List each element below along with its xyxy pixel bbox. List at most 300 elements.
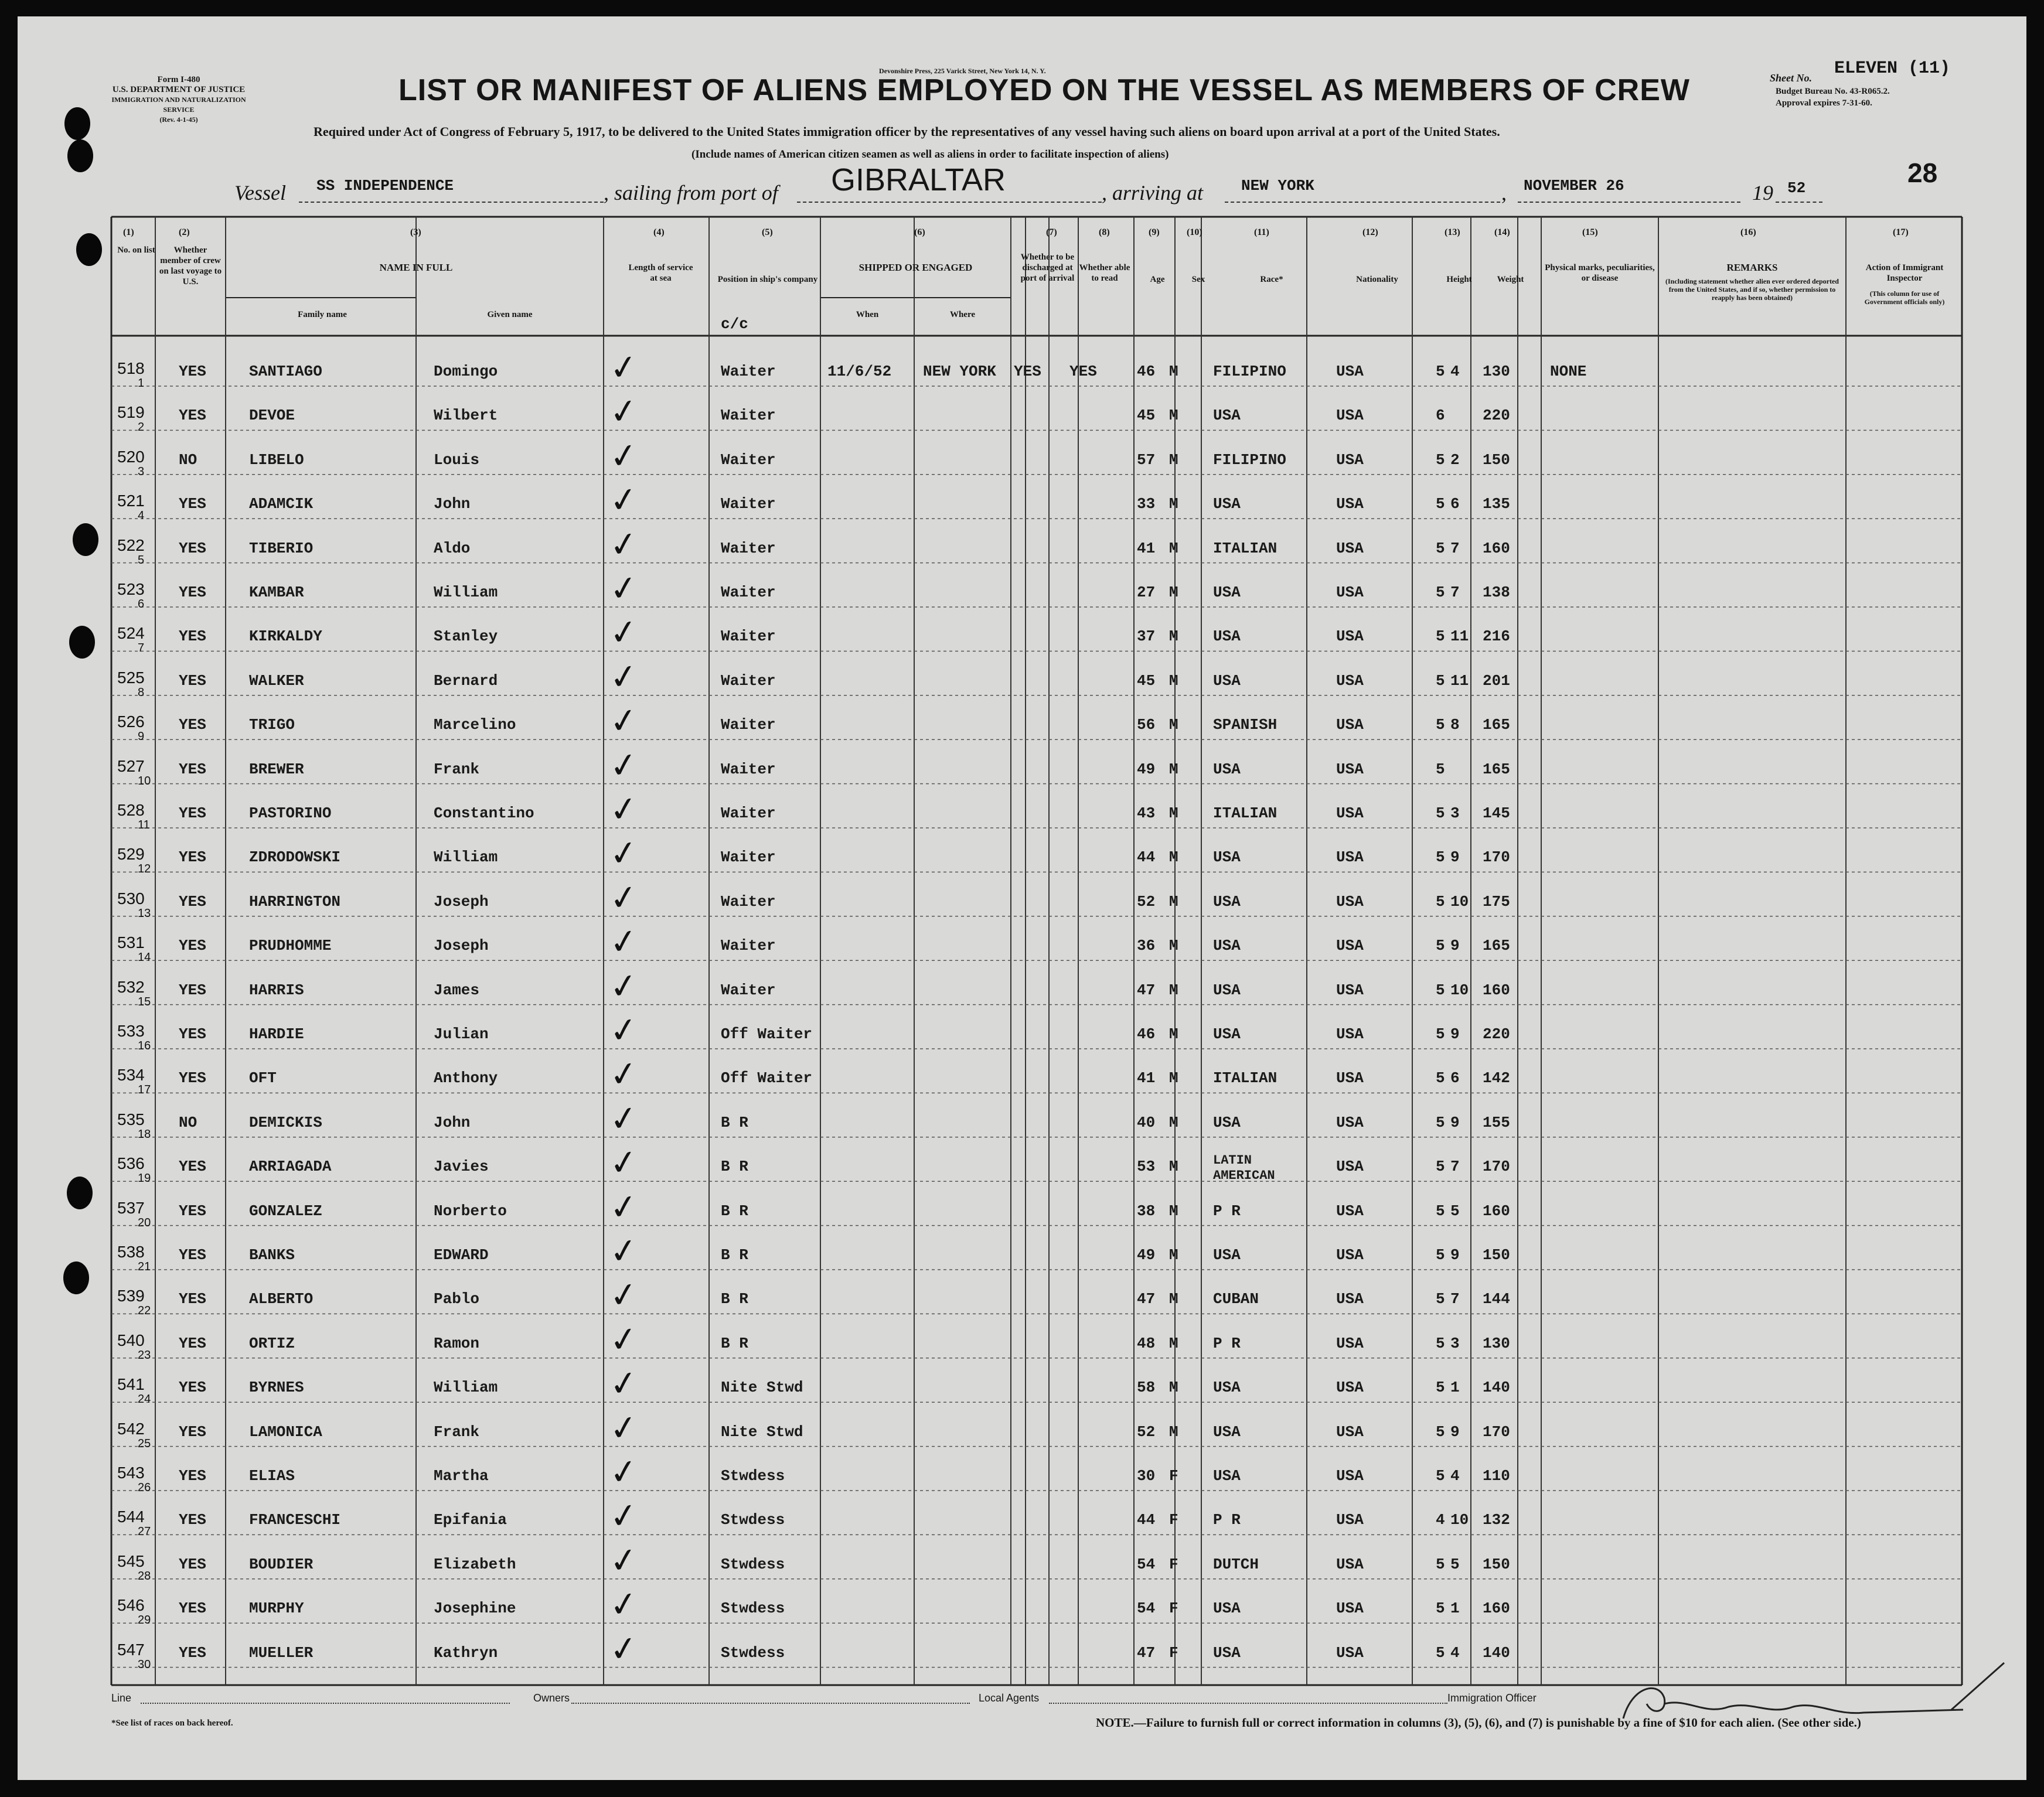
list-number: 543 <box>117 1464 145 1482</box>
position: B R <box>721 1202 748 1220</box>
height-feet: 5 <box>1436 1202 1445 1220</box>
position: Waiter <box>721 937 776 955</box>
given-name: Domingo <box>434 363 498 380</box>
position: Waiter <box>721 584 776 601</box>
family-name: BOUDIER <box>249 1555 314 1573</box>
nationality: USA <box>1336 1025 1364 1043</box>
family-name: HARDIE <box>249 1025 304 1043</box>
nationality: USA <box>1336 804 1364 822</box>
col-13-label: Height <box>1446 275 1472 284</box>
race: USA <box>1213 1423 1241 1441</box>
last-voyage: YES <box>179 1379 206 1397</box>
given-name: Norberto <box>434 1202 507 1220</box>
list-number: 526 <box>117 712 145 731</box>
family-name: MURPHY <box>249 1600 304 1618</box>
last-voyage: NO <box>179 1113 197 1131</box>
col-13-number: (13) <box>1445 227 1460 237</box>
height-feet: 5 <box>1436 363 1445 380</box>
given-name: Ramon <box>434 1334 480 1352</box>
nationality: USA <box>1336 584 1364 601</box>
height-feet: 5 <box>1436 1069 1445 1087</box>
height-feet: 5 <box>1436 937 1445 955</box>
col-11-label: Race* <box>1260 275 1283 284</box>
weight: 142 <box>1483 1069 1510 1087</box>
position: Waiter <box>721 716 776 734</box>
col-17-label: Action of Immigrant Inspector <box>1865 263 1944 283</box>
position: Stwdess <box>721 1643 785 1662</box>
col-9-label: Age <box>1150 275 1165 284</box>
given-name: Bernard <box>434 671 498 690</box>
sex: M <box>1169 981 1178 999</box>
list-number: 536 <box>117 1154 145 1173</box>
service-checkmark: ✓ <box>607 1626 641 1670</box>
nationality: USA <box>1336 671 1364 690</box>
agency-name: U.S. DEPARTMENT OF JUSTICE <box>112 85 246 94</box>
race: USA <box>1213 1246 1241 1264</box>
col-11-number: (11) <box>1254 227 1269 237</box>
nationality: USA <box>1336 1246 1364 1264</box>
weight: 220 <box>1483 1025 1510 1043</box>
line-number: 25 <box>138 1437 151 1450</box>
service-checkmark: ✓ <box>607 699 641 743</box>
col-14-number: (14) <box>1494 227 1510 237</box>
list-number: 522 <box>117 536 145 554</box>
family-name: MUELLER <box>249 1643 314 1662</box>
sex: M <box>1169 407 1178 425</box>
service-checkmark: ✓ <box>607 743 641 787</box>
height-inches: 10 <box>1450 1511 1469 1529</box>
service-checkmark: ✓ <box>607 1538 641 1582</box>
sex: M <box>1169 716 1178 734</box>
age: 40 <box>1137 1113 1156 1131</box>
age: 38 <box>1137 1202 1156 1220</box>
line-number: 17 <box>138 1083 151 1097</box>
list-number: 541 <box>117 1375 145 1394</box>
position: B R <box>721 1113 748 1131</box>
height-feet: 5 <box>1436 981 1445 999</box>
line-number: 23 <box>138 1348 151 1362</box>
height-feet: 5 <box>1436 584 1445 601</box>
family-name: BREWER <box>249 760 304 778</box>
race: USA <box>1213 671 1241 690</box>
sex: F <box>1169 1600 1178 1618</box>
given-name: William <box>434 584 498 601</box>
age: 45 <box>1137 671 1156 690</box>
subtitle-note: (Include names of American citizen seamen as well as aliens in order to facilitate inspection of aliens) <box>691 148 1169 161</box>
list-number: 544 <box>117 1508 145 1526</box>
last-voyage: YES <box>179 1290 206 1308</box>
family-name: ZDRODOWSKI <box>249 848 341 867</box>
height-feet: 5 <box>1436 671 1445 690</box>
position: Nite Stwd <box>721 1423 803 1441</box>
position: Waiter <box>721 628 776 646</box>
given-name: Frank <box>434 1423 480 1441</box>
footer-line-label: Line <box>111 1692 132 1704</box>
inspector-signature <box>1623 1663 2004 1718</box>
race: P R <box>1213 1511 1241 1529</box>
weight: 160 <box>1483 1202 1510 1220</box>
given-name: Epifania <box>434 1511 507 1529</box>
service-checkmark: ✓ <box>607 875 641 919</box>
printer-line: Devonshire Press, 225 Varick Street, New York 14, N. Y. <box>879 67 1046 75</box>
given-name: Frank <box>434 760 480 778</box>
sheet-label: Sheet No. <box>1770 72 1812 84</box>
given-name: William <box>434 848 498 867</box>
list-number: 547 <box>117 1640 145 1659</box>
line-number: 16 <box>138 1039 151 1052</box>
shipped-when: 11/6/52 <box>827 363 892 380</box>
family-name: FRANCESCHI <box>249 1511 341 1529</box>
weight: 150 <box>1483 1555 1510 1573</box>
service-checkmark: ✓ <box>607 522 641 566</box>
given-name: Javies <box>434 1158 489 1176</box>
position: Waiter <box>721 804 776 822</box>
last-voyage: YES <box>179 716 206 734</box>
height-feet: 4 <box>1436 1511 1445 1529</box>
vessel-label: Vessel <box>234 181 286 204</box>
height-feet: 6 <box>1436 407 1445 425</box>
age: 46 <box>1137 1025 1156 1043</box>
weight: 145 <box>1483 804 1510 822</box>
line-number: 30 <box>138 1658 151 1671</box>
sex: M <box>1169 1290 1178 1308</box>
weight: 138 <box>1483 584 1510 601</box>
last-voyage: YES <box>179 1600 206 1618</box>
year-prefix: 19 <box>1752 181 1773 204</box>
position: Waiter <box>721 363 776 380</box>
sex: F <box>1169 1511 1178 1529</box>
line-number: 2 <box>138 421 145 434</box>
last-voyage: YES <box>179 1467 206 1485</box>
race: USA <box>1213 1113 1241 1131</box>
position: Waiter <box>721 760 776 778</box>
family-name: BANKS <box>249 1246 295 1264</box>
age: 58 <box>1137 1379 1156 1397</box>
service-checkmark: ✓ <box>607 1583 641 1626</box>
line-number: 3 <box>138 465 145 478</box>
age: 33 <box>1137 495 1156 513</box>
arrival-port: NEW YORK <box>1241 177 1314 195</box>
position: Off Waiter <box>721 1069 813 1087</box>
service-checkmark: ✓ <box>607 1052 641 1096</box>
family-name: ADAMCIK <box>249 495 314 513</box>
list-number: 521 <box>117 492 145 510</box>
position: Waiter <box>721 451 776 469</box>
nationality: USA <box>1336 981 1364 999</box>
given-name: John <box>434 1113 471 1131</box>
weight: 160 <box>1483 1600 1510 1618</box>
weight: 130 <box>1483 1334 1510 1352</box>
position: B R <box>721 1334 748 1352</box>
line-number: 8 <box>138 686 145 699</box>
height-inches: 7 <box>1450 1158 1460 1176</box>
list-number: 540 <box>117 1331 145 1349</box>
last-voyage: YES <box>179 1511 206 1529</box>
form-revision: (Rev. 4-1-45) <box>159 115 198 124</box>
age: 30 <box>1137 1467 1156 1485</box>
line-number: 6 <box>138 598 145 611</box>
shipped-when-header: When <box>856 310 879 319</box>
footer-officer-label: Immigration Officer <box>1447 1692 1537 1704</box>
last-voyage: YES <box>179 1158 206 1176</box>
col-2-number: (2) <box>179 227 190 237</box>
sex: M <box>1169 539 1178 557</box>
nationality: USA <box>1336 363 1364 380</box>
nationality: USA <box>1336 1379 1364 1397</box>
list-number: 530 <box>117 889 145 908</box>
last-voyage: YES <box>179 628 206 646</box>
age: 56 <box>1137 716 1156 734</box>
weight: 170 <box>1483 1423 1510 1441</box>
age: 52 <box>1137 892 1156 911</box>
last-voyage: YES <box>179 760 206 778</box>
race: CUBAN <box>1213 1290 1259 1308</box>
given-name: Constantino <box>434 804 534 822</box>
family-name: TIBERIO <box>249 539 314 557</box>
sex: M <box>1169 760 1178 778</box>
sex: M <box>1169 1069 1178 1087</box>
given-name: Martha <box>434 1467 489 1485</box>
vessel-name: SS INDEPENDENCE <box>316 177 454 195</box>
sex: M <box>1169 584 1178 601</box>
nationality: USA <box>1336 1202 1364 1220</box>
height-feet: 5 <box>1436 892 1445 911</box>
last-voyage: YES <box>179 937 206 955</box>
race: USA <box>1213 1600 1241 1618</box>
budget-bureau: Budget Bureau No. 43-R065.2. <box>1776 87 1890 96</box>
col-12-label: Nationality <box>1356 275 1398 284</box>
nationality: USA <box>1336 407 1364 425</box>
sex: F <box>1169 1467 1178 1485</box>
line-number: 21 <box>138 1260 151 1273</box>
height-feet: 5 <box>1436 1113 1445 1131</box>
col-8-number: (8) <box>1099 227 1110 237</box>
col-6-label: SHIPPED OR ENGAGED <box>859 262 973 273</box>
col-1-number: (1) <box>123 227 134 237</box>
nationality: USA <box>1336 760 1364 778</box>
given-name: James <box>434 981 480 999</box>
sex: M <box>1169 1379 1178 1397</box>
given-name: Joseph <box>434 892 489 911</box>
line-number: 29 <box>138 1614 151 1627</box>
height-inches: 5 <box>1450 1202 1460 1220</box>
last-voyage: YES <box>179 363 206 380</box>
page-mark: 28 <box>1907 158 1938 188</box>
last-voyage: YES <box>179 1334 206 1352</box>
last-voyage: YES <box>179 848 206 867</box>
height-inches: 4 <box>1450 1467 1460 1485</box>
approval-expiry: Approval expires 7-31-60. <box>1776 98 1872 108</box>
height-feet: 5 <box>1436 628 1445 646</box>
height-inches: 7 <box>1450 1290 1460 1308</box>
last-voyage: YES <box>179 407 206 425</box>
position: B R <box>721 1246 748 1264</box>
height-feet: 5 <box>1436 1379 1445 1397</box>
height-inches: 4 <box>1450 363 1460 380</box>
given-name: Elizabeth <box>434 1555 516 1573</box>
position: B R <box>721 1158 748 1176</box>
race: P R <box>1213 1202 1241 1220</box>
list-number: 546 <box>117 1596 145 1615</box>
nationality: USA <box>1336 1423 1364 1441</box>
list-number: 523 <box>117 580 145 598</box>
form-number: Form I-480 <box>157 75 200 84</box>
discharged: YES <box>1014 363 1041 380</box>
list-number: 525 <box>117 668 145 687</box>
service-checkmark: ✓ <box>607 831 641 875</box>
height-feet: 5 <box>1436 848 1445 867</box>
col-12-number: (12) <box>1362 227 1378 237</box>
height-feet: 5 <box>1436 760 1445 778</box>
service-checkmark: ✓ <box>607 1450 641 1494</box>
given-name: William <box>434 1379 498 1397</box>
nationality: USA <box>1336 1290 1364 1308</box>
position: Stwdess <box>721 1555 785 1573</box>
agency-service: IMMIGRATION AND NATURALIZATION SERVICE <box>111 96 246 114</box>
weight: 170 <box>1483 848 1510 867</box>
given-name: Wilbert <box>434 407 498 425</box>
sex: M <box>1169 495 1178 513</box>
footer-agents-label: Local Agents <box>979 1692 1040 1704</box>
family-name: TRIGO <box>249 716 295 734</box>
race: USA <box>1213 1379 1241 1397</box>
nationality: USA <box>1336 539 1364 557</box>
height-inches: 10 <box>1450 892 1469 911</box>
last-voyage: YES <box>179 1202 206 1220</box>
service-checkmark: ✓ <box>607 964 641 1008</box>
weight: 165 <box>1483 760 1510 778</box>
col-15-number: (15) <box>1582 227 1598 237</box>
given-name: Kathryn <box>434 1643 498 1662</box>
col-5-number: (5) <box>762 227 773 237</box>
col-4-label: Length of service at sea <box>628 263 693 283</box>
age: 41 <box>1137 1069 1156 1087</box>
height-feet: 5 <box>1436 1334 1445 1352</box>
race: USA <box>1213 937 1241 955</box>
col-6-number: (6) <box>914 227 925 237</box>
race: USA <box>1213 892 1241 911</box>
race: ITALIAN <box>1213 539 1278 557</box>
footer-owners-label: Owners <box>533 1692 570 1704</box>
sex: M <box>1169 1423 1178 1441</box>
col-5-note: c/c <box>721 315 748 333</box>
weight: 150 <box>1483 451 1510 469</box>
sex: M <box>1169 671 1178 690</box>
position: Stwdess <box>721 1467 785 1485</box>
height-inches: 2 <box>1450 451 1460 469</box>
year-value: 52 <box>1787 179 1806 197</box>
family-name: DEMICKIS <box>249 1113 322 1131</box>
nationality: USA <box>1336 892 1364 911</box>
list-number: 532 <box>117 977 145 996</box>
footer-agents-field <box>1049 1703 1447 1704</box>
last-voyage: YES <box>179 584 206 601</box>
list-number: 535 <box>117 1110 145 1128</box>
list-number: 527 <box>117 756 145 775</box>
age: 44 <box>1137 1511 1156 1529</box>
age: 45 <box>1137 407 1156 425</box>
subtitle: Required under Act of Congress of February 5, 1917, to be delivered to the United States immigration officer by the representatives of any vessel having such aliens on board upon arrival at a port of the United States. <box>314 124 1500 139</box>
service-checkmark: ✓ <box>607 434 641 478</box>
service-checkmark: ✓ <box>607 1141 641 1185</box>
height-feet: 5 <box>1436 1555 1445 1573</box>
col-1-label: No. on list <box>117 245 155 255</box>
last-voyage: YES <box>179 892 206 911</box>
position: Nite Stwd <box>721 1379 803 1397</box>
list-number: 533 <box>117 1022 145 1040</box>
nationality: USA <box>1336 848 1364 867</box>
given-name: Louis <box>434 451 480 469</box>
height-inches: 9 <box>1450 1246 1460 1264</box>
col-10-number: (10) <box>1187 227 1202 237</box>
family-name: KIRKALDY <box>249 628 322 646</box>
race: USA <box>1213 1643 1241 1662</box>
col-16-note: (Including statement whether alien ever ordered deported from the United States, and if so, whether permission to reapply has been obtained) <box>1665 277 1839 302</box>
physical-marks: NONE <box>1550 363 1587 380</box>
position: Waiter <box>721 892 776 911</box>
height-feet: 5 <box>1436 495 1445 513</box>
last-voyage: YES <box>179 671 206 690</box>
sex: M <box>1169 937 1178 955</box>
page-title: LIST OR MANIFEST OF ALIENS EMPLOYED ON THE VESSEL AS MEMBERS OF CREW <box>398 73 1690 107</box>
race: USA <box>1213 407 1241 425</box>
col-7-number: (7) <box>1046 227 1057 237</box>
weight: 110 <box>1483 1467 1510 1485</box>
sex: M <box>1169 451 1178 469</box>
race: USA <box>1213 848 1241 867</box>
last-voyage: YES <box>179 1069 206 1087</box>
service-checkmark: ✓ <box>607 1494 641 1538</box>
weight: 132 <box>1483 1511 1510 1529</box>
list-number: 537 <box>117 1198 145 1217</box>
family-name: ALBERTO <box>249 1290 314 1308</box>
race: USA <box>1213 495 1241 513</box>
given-name: Stanley <box>434 628 498 646</box>
sailing-label: , sailing from port of <box>604 181 778 204</box>
sex: M <box>1169 363 1178 380</box>
line-number: 20 <box>138 1216 151 1229</box>
line-number: 13 <box>138 906 151 920</box>
race: FILIPINO <box>1213 363 1286 380</box>
family-name: KAMBAR <box>249 584 304 601</box>
list-number: 520 <box>117 447 145 466</box>
nationality: USA <box>1336 451 1364 469</box>
height-inches: 11 <box>1450 628 1469 646</box>
weight: 165 <box>1483 716 1510 734</box>
nationality: USA <box>1336 1334 1364 1352</box>
nationality: USA <box>1336 1600 1364 1618</box>
age: 49 <box>1137 1246 1156 1264</box>
last-voyage: YES <box>179 981 206 999</box>
list-number: 531 <box>117 933 145 952</box>
race: LATIN AMERICAN <box>1213 1153 1275 1184</box>
age: 57 <box>1137 451 1156 469</box>
sheet-number: ELEVEN (11) <box>1834 59 1951 79</box>
sex: M <box>1169 804 1178 822</box>
service-checkmark: ✓ <box>607 1096 641 1140</box>
weight: 170 <box>1483 1158 1510 1176</box>
last-voyage: YES <box>179 1025 206 1043</box>
position: Waiter <box>721 981 776 999</box>
arrival-date: NOVEMBER 26 <box>1524 177 1624 195</box>
height-feet: 5 <box>1436 1423 1445 1441</box>
sex: M <box>1169 1246 1178 1264</box>
race: USA <box>1213 981 1241 999</box>
height-inches: 6 <box>1450 495 1460 513</box>
race: SPANISH <box>1213 716 1278 734</box>
nationality: USA <box>1336 1555 1364 1573</box>
height-feet: 5 <box>1436 1467 1445 1485</box>
